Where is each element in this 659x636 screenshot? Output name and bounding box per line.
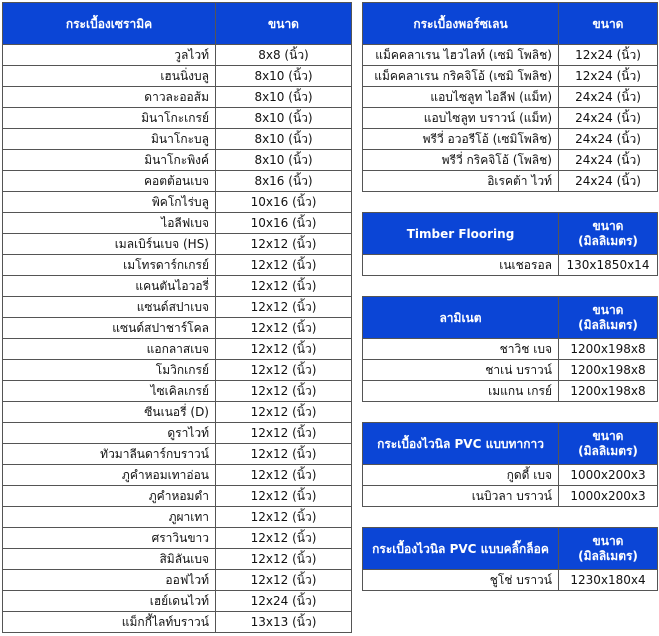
ceramic-row	[3, 381, 352, 402]
ceramic-row	[3, 234, 352, 255]
vinyl-glue-table	[362, 422, 658, 507]
ceramic-row	[3, 402, 352, 423]
ceramic-row	[3, 129, 352, 150]
ceramic-product-name: ดูราไวท์	[3, 423, 216, 444]
vinyl-glue-product-name: เนบิวลา บราวน์	[363, 486, 559, 507]
ceramic-product-name: ดาวละออส้ม	[3, 87, 216, 108]
laminate-table	[362, 296, 658, 402]
ceramic-row	[3, 318, 352, 339]
ceramic-product-name: สิมิลันเบจ	[3, 549, 216, 570]
porcelain-product-size: 12x24 (นิ้ว)	[559, 45, 658, 66]
ceramic-product-name: ไซเคิลเกรย์	[3, 381, 216, 402]
laminate-header-name: ลามิเนต	[363, 297, 559, 339]
ceramic-product-name: เฮนนิ่งบลู	[3, 66, 216, 87]
ceramic-row	[3, 612, 352, 633]
timber-header-name: Timber Flooring	[363, 213, 559, 255]
porcelain-product-size: 24x24 (นิ้ว)	[559, 150, 658, 171]
laminate-product-size: 1200x198x8	[559, 381, 658, 402]
vinyl-click-row	[363, 570, 658, 591]
ceramic-row	[3, 255, 352, 276]
vinyl-glue-row	[363, 465, 658, 486]
vinyl-glue-header-size-line2: (มิลลิเมตร)	[578, 443, 638, 458]
porcelain-product-size: 24x24 (นิ้ว)	[559, 129, 658, 150]
vinyl-glue-header-size	[559, 423, 658, 465]
vinyl-click-header-size-line2: (มิลลิเมตร)	[578, 548, 638, 563]
porcelain-row	[363, 108, 658, 129]
ceramic-product-size: 12x12 (นิ้ว)	[216, 318, 352, 339]
laminate-header-size	[559, 297, 658, 339]
ceramic-row	[3, 192, 352, 213]
ceramic-product-name: เฮย์เดนไวท์	[3, 591, 216, 612]
vinyl-click-table	[362, 527, 658, 591]
ceramic-product-name: วูลไวท์	[3, 45, 216, 66]
laminate-product-size: 1200x198x8	[559, 339, 658, 360]
ceramic-product-size: 12x12 (นิ้ว)	[216, 297, 352, 318]
ceramic-product-name: ศราวินขาว	[3, 528, 216, 549]
porcelain-row	[363, 87, 658, 108]
laminate-product-name: เมแกน เกรย์	[363, 381, 559, 402]
ceramic-product-size: 12x12 (นิ้ว)	[216, 423, 352, 444]
ceramic-product-size: 12x12 (นิ้ว)	[216, 339, 352, 360]
ceramic-product-name: มินาโกะพิงค์	[3, 150, 216, 171]
porcelain-row	[363, 129, 658, 150]
timber-header-size	[559, 213, 658, 255]
ceramic-product-size: 12x12 (นิ้ว)	[216, 549, 352, 570]
ceramic-row	[3, 276, 352, 297]
ceramic-row	[3, 171, 352, 192]
laminate-header-size-line2: (มิลลิเมตร)	[578, 317, 638, 332]
laminate-header-size-line1: ขนาด	[592, 302, 624, 317]
porcelain-product-size: 24x24 (นิ้ว)	[559, 108, 658, 129]
ceramic-product-size: 12x12 (นิ้ว)	[216, 360, 352, 381]
ceramic-row	[3, 45, 352, 66]
ceramic-product-size: 12x12 (นิ้ว)	[216, 528, 352, 549]
ceramic-product-size: 12x12 (นิ้ว)	[216, 276, 352, 297]
laminate-row	[363, 360, 658, 381]
timber-header-size-line2: (มิลลิเมตร)	[578, 233, 638, 248]
ceramic-product-size: 12x12 (นิ้ว)	[216, 402, 352, 423]
porcelain-row	[363, 45, 658, 66]
porcelain-header-name: กระเบื้องพอร์ซเลน	[363, 3, 559, 45]
porcelain-row	[363, 66, 658, 87]
ceramic-product-name: มินาโกะบลู	[3, 129, 216, 150]
ceramic-product-name: เมโทรดาร์กเกรย์	[3, 255, 216, 276]
ceramic-product-name: โมวิกเกรย์	[3, 360, 216, 381]
ceramic-table	[2, 2, 352, 633]
ceramic-product-name: ภูผาเทา	[3, 507, 216, 528]
ceramic-product-size: 8x10 (นิ้ว)	[216, 108, 352, 129]
ceramic-product-size: 12x12 (นิ้ว)	[216, 255, 352, 276]
vinyl-glue-product-size: 1000x200x3	[559, 465, 658, 486]
laminate-product-size: 1200x198x8	[559, 360, 658, 381]
porcelain-product-name: แอบไซลูท บราวน์ (แม็ท)	[363, 108, 559, 129]
vinyl-click-product-name: ชูโช่ บราวน์	[363, 570, 559, 591]
ceramic-product-name: ออฟไวท์	[3, 570, 216, 591]
porcelain-product-size: 24x24 (นิ้ว)	[559, 171, 658, 192]
vinyl-glue-row	[363, 486, 658, 507]
ceramic-product-size: 13x13 (นิ้ว)	[216, 612, 352, 633]
ceramic-row	[3, 444, 352, 465]
ceramic-product-name: มินาโกะเกรย์	[3, 108, 216, 129]
porcelain-table	[362, 2, 658, 192]
ceramic-product-name: แอกลาสเบจ	[3, 339, 216, 360]
ceramic-product-name: ไอลีฟเบจ	[3, 213, 216, 234]
ceramic-product-size: 12x12 (นิ้ว)	[216, 486, 352, 507]
ceramic-row	[3, 87, 352, 108]
ceramic-product-size: 8x10 (นิ้ว)	[216, 150, 352, 171]
ceramic-product-size: 12x12 (นิ้ว)	[216, 465, 352, 486]
ceramic-product-size: 8x8 (นิ้ว)	[216, 45, 352, 66]
timber-product-name: เนเชอรอล	[363, 255, 559, 276]
porcelain-row	[363, 150, 658, 171]
ceramic-product-size: 12x12 (นิ้ว)	[216, 507, 352, 528]
ceramic-row	[3, 486, 352, 507]
ceramic-header-name: กระเบื้องเซรามิค	[3, 3, 216, 45]
ceramic-product-size: 10x16 (นิ้ว)	[216, 192, 352, 213]
ceramic-row	[3, 213, 352, 234]
ceramic-product-size: 12x12 (นิ้ว)	[216, 444, 352, 465]
ceramic-row	[3, 150, 352, 171]
ceramic-product-size: 12x12 (นิ้ว)	[216, 381, 352, 402]
ceramic-product-name: ภูคำหอมเทาอ่อน	[3, 465, 216, 486]
vinyl-glue-product-size: 1000x200x3	[559, 486, 658, 507]
laminate-product-name: ชาวิช เบจ	[363, 339, 559, 360]
timber-product-size: 130x1850x14	[559, 255, 658, 276]
vinyl-click-header-size	[559, 528, 658, 570]
laminate-product-name: ชาเน่ บราวน์	[363, 360, 559, 381]
porcelain-product-name: พรีวี่ อวอรีโอ้ (เซมิโพลิช)	[363, 129, 559, 150]
ceramic-product-name: ทัวมาลีนดาร์กบราวน์	[3, 444, 216, 465]
ceramic-product-size: 12x12 (นิ้ว)	[216, 570, 352, 591]
laminate-row	[363, 339, 658, 360]
timber-row	[363, 255, 658, 276]
vinyl-click-header-size-line1: ขนาด	[592, 533, 624, 548]
porcelain-product-name: แอบไซลูท ไอลีฟ (แม็ท)	[363, 87, 559, 108]
ceramic-row	[3, 108, 352, 129]
vinyl-glue-header-size-line1: ขนาด	[592, 428, 624, 443]
timber-table	[362, 212, 658, 276]
ceramic-product-name: แม็กกี้ไลท์บราวน์	[3, 612, 216, 633]
ceramic-row	[3, 465, 352, 486]
porcelain-product-size: 24x24 (นิ้ว)	[559, 87, 658, 108]
ceramic-product-size: 10x16 (นิ้ว)	[216, 213, 352, 234]
ceramic-product-size: 12x12 (นิ้ว)	[216, 234, 352, 255]
ceramic-row	[3, 360, 352, 381]
ceramic-row	[3, 549, 352, 570]
ceramic-product-name: แคนตันไอวอรี่	[3, 276, 216, 297]
ceramic-product-name: ภูคำหอมดำ	[3, 486, 216, 507]
ceramic-product-name: แซนด์สปาเบจ	[3, 297, 216, 318]
ceramic-product-size: 12x24 (นิ้ว)	[216, 591, 352, 612]
ceramic-product-name: เมลเบิร์นเบจ (HS)	[3, 234, 216, 255]
ceramic-product-name: พิคโกไร่บลู	[3, 192, 216, 213]
ceramic-row	[3, 591, 352, 612]
vinyl-click-header-name: กระเบื้องไวนิล PVC แบบคลิ๊กล็อค	[363, 528, 559, 570]
ceramic-product-size: 8x16 (นิ้ว)	[216, 171, 352, 192]
ceramic-product-name: คอตต้อนเบจ	[3, 171, 216, 192]
porcelain-product-name: แม็คคลาเรน กริคจิโอ้ (เซมิ โพลิช)	[363, 66, 559, 87]
ceramic-row	[3, 66, 352, 87]
porcelain-product-name: แม็คคลาเรน ไฮวไลท์ (เซมิ โพลิช)	[363, 45, 559, 66]
ceramic-product-size: 8x10 (นิ้ว)	[216, 66, 352, 87]
porcelain-header-size: ขนาด	[559, 3, 658, 45]
ceramic-row	[3, 570, 352, 591]
vinyl-click-product-size: 1230x180x4	[559, 570, 658, 591]
ceramic-product-size: 8x10 (นิ้ว)	[216, 129, 352, 150]
ceramic-row	[3, 423, 352, 444]
ceramic-product-name: แซนด์สปาชาร์โคล	[3, 318, 216, 339]
laminate-row	[363, 381, 658, 402]
ceramic-row	[3, 507, 352, 528]
ceramic-header-size: ขนาด	[216, 3, 352, 45]
ceramic-product-name: ซีนเนอรี่ (D)	[3, 402, 216, 423]
ceramic-row	[3, 528, 352, 549]
porcelain-row	[363, 171, 658, 192]
ceramic-row	[3, 297, 352, 318]
ceramic-product-size: 8x10 (นิ้ว)	[216, 87, 352, 108]
timber-header-size-line1: ขนาด	[592, 218, 624, 233]
ceramic-row	[3, 339, 352, 360]
vinyl-glue-header-name: กระเบื้องไวนิล PVC แบบทากาว	[363, 423, 559, 465]
porcelain-product-name: พรีวี่ กริคจิโอ้ (โพลิช)	[363, 150, 559, 171]
vinyl-glue-product-name: กูดดี้ เบจ	[363, 465, 559, 486]
porcelain-product-size: 12x24 (นิ้ว)	[559, 66, 658, 87]
porcelain-product-name: อิเรคต้า ไวท์	[363, 171, 559, 192]
